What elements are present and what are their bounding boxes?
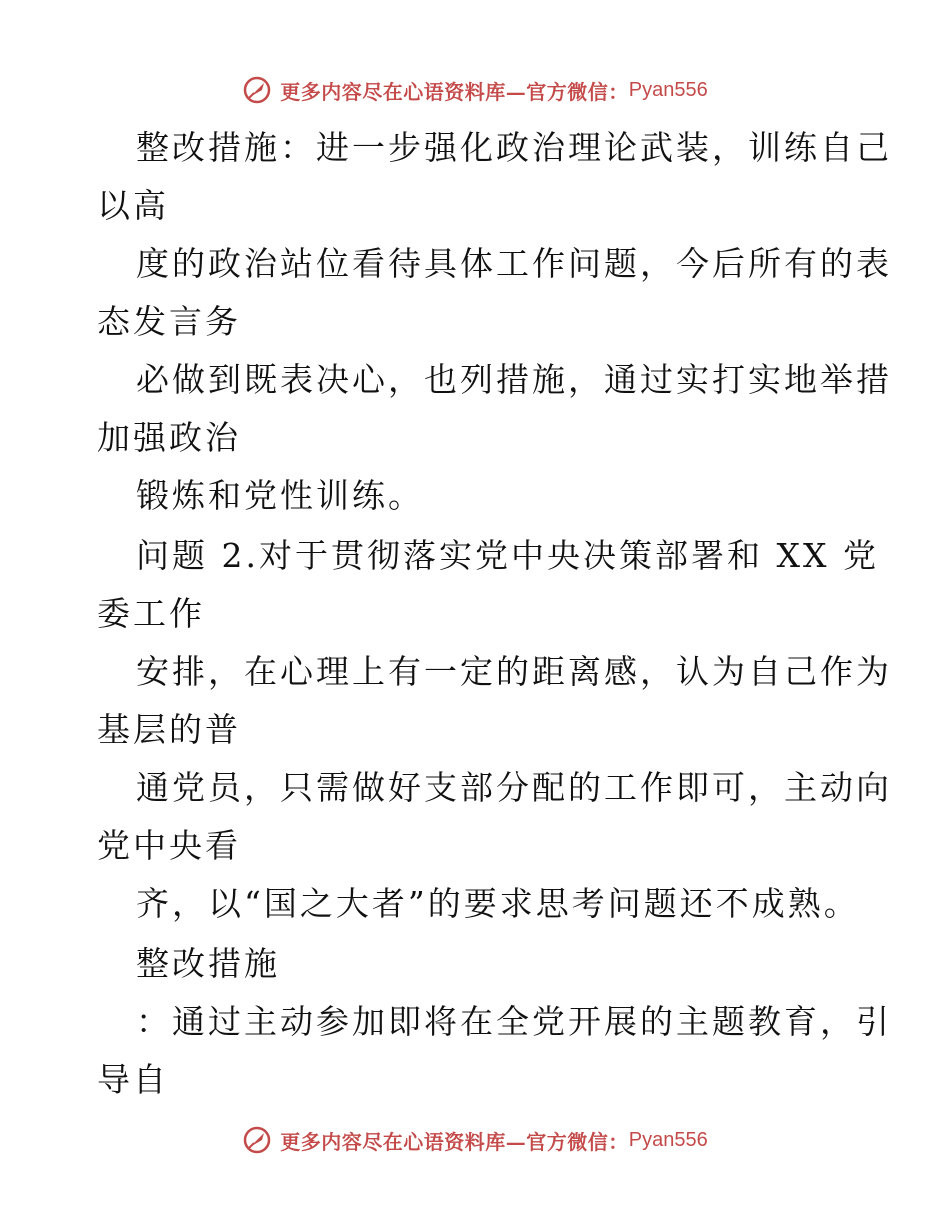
body-line-8: 问题 2.对于贯彻落实党中央决策部署和 XX 党 [136, 536, 879, 575]
body-line-9: 委工作 [97, 594, 205, 633]
body-line-2: 以高 [97, 186, 169, 225]
body-line-5: 必做到既表决心，也列措施，通过实打实地举措 [136, 360, 892, 399]
footer-banner-text: 更多内容尽在心语资料库—官方微信： [280, 1129, 629, 1154]
body-line-11: 基层的普 [97, 710, 241, 749]
body-line-12: 通党员，只需做好支部分配的工作即可，主动向 [136, 768, 892, 807]
footer-banner [0, 1122, 950, 1158]
body-line-3: 度的政治站位看待具体工作问题，今后所有的表 [136, 244, 892, 283]
body-line-10: 安排，在心理上有一定的距离感，认为自己作为 [136, 652, 892, 691]
quill-logo-icon [242, 75, 272, 105]
body-line-16: ：通过主动参加即将在全党开展的主题教育，引 [136, 1002, 892, 1041]
header-banner [0, 72, 950, 108]
body-line-13: 党中央看 [97, 826, 241, 865]
header-banner-text: 更多内容尽在心语资料库—官方微信： [280, 79, 629, 104]
body-line-17: 导自 [97, 1060, 169, 1099]
body-line-14: 齐，以“国之大者”的要求思考问题还不成熟。 [136, 884, 860, 923]
quill-logo-icon [242, 1125, 272, 1155]
header-wechat-id: Pyan556 [628, 78, 708, 101]
body-line-7: 锻炼和党性训练。 [136, 476, 424, 515]
body-line-1: 整改措施：进一步强化政治理论武装，训练自己 [136, 128, 892, 167]
body-line-4: 态发言务 [97, 302, 241, 341]
body-line-15: 整改措施 [136, 944, 280, 983]
body-line-6: 加强政治 [97, 418, 241, 457]
footer-wechat-id: Pyan556 [628, 1128, 708, 1151]
